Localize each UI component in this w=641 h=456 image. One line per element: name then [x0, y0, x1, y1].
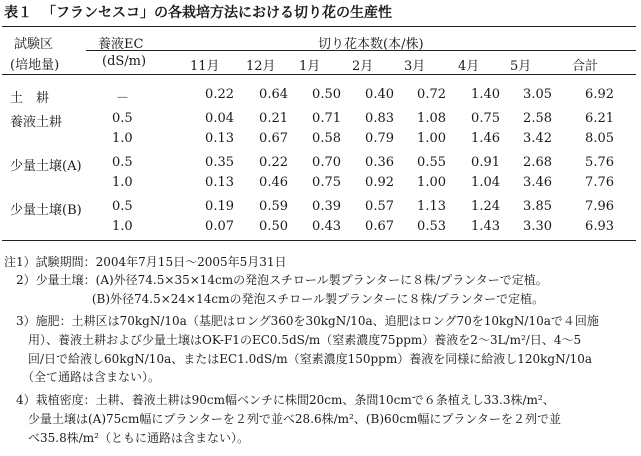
footnote-line: 注1）試験期間：2004年7月15日～2005年5月31日: [4, 255, 287, 269]
value-cell: 1.04: [471, 175, 500, 190]
row-ec: 0.5: [112, 111, 133, 126]
footnote-line: 回/日で給液し60kgN/10a、またはEC1.0dS/m（窒素濃度150ppm）養液を同様に給液し120kgN/10a: [4, 352, 593, 366]
row-ec: 1.0: [112, 175, 133, 190]
row-ec: 0.5: [112, 155, 133, 170]
value-cell: 0.79: [365, 131, 394, 146]
header-group-rule: [86, 50, 636, 51]
value-cell: 0.91: [471, 155, 500, 170]
value-cell: 0.04: [205, 111, 234, 126]
value-cell: 5.76: [585, 155, 614, 170]
value-cell: 1.46: [471, 131, 500, 146]
value-cell: 7.96: [585, 199, 614, 214]
row-ec: 1.0: [112, 219, 133, 234]
month-header: 1月: [299, 59, 321, 74]
row-ec: 1.0: [112, 131, 133, 146]
table-caption: 「フランセスコ」の各栽培方法における切り花の生産性: [42, 5, 392, 21]
header-ec-sub: (dS/m): [102, 54, 147, 69]
header-group-label: 切り花本数(本/株): [318, 37, 424, 52]
value-cell: 1.08: [417, 111, 446, 126]
value-cell: 6.92: [585, 87, 614, 102]
value-cell: 7.76: [585, 175, 614, 190]
row-label: 少量土壌(B): [10, 203, 82, 218]
value-cell: 0.13: [205, 131, 234, 146]
value-cell: 0.70: [312, 155, 341, 170]
value-cell: 0.67: [365, 219, 394, 234]
footnote-line: べ35.8株/m²（ともに通路は含まない）。: [4, 431, 249, 445]
value-cell: 0.83: [365, 111, 394, 126]
value-cell: 0.36: [365, 155, 394, 170]
value-cell: 0.19: [205, 199, 234, 214]
footnote-line: 少量土壌は(A)75cm幅にプランターを２列で並べ28.6株/m²、(B)60cm幅にプランターを２列で並: [4, 412, 561, 426]
row-label: 養液土耕: [10, 115, 63, 130]
footnote-line: 3）施肥：土耕区は70kgN/10a（基肥はロング360を30kgN/10a、追肥はロング70を10kgN/10aで４回施: [4, 314, 599, 328]
footnote-line: 2）少量土壌：(A)外径74.5×35×14cmの発泡スチロール製プランターに８株/プランターで定植。: [4, 273, 548, 287]
value-cell: 0.13: [205, 175, 234, 190]
value-cell: 3.85: [523, 199, 552, 214]
value-cell: 1.24: [471, 199, 500, 214]
value-cell: 0.53: [417, 219, 446, 234]
value-cell: 0.55: [417, 155, 446, 170]
bottom-rule: [2, 240, 636, 241]
value-cell: 0.07: [205, 219, 234, 234]
month-header: 合計: [572, 59, 599, 74]
header-ec-label: 養液EC: [98, 37, 144, 52]
value-cell: 0.64: [259, 87, 288, 102]
value-cell: 0.75: [471, 111, 500, 126]
row-ec: －: [116, 91, 130, 106]
value-cell: 0.46: [259, 175, 288, 190]
value-cell: 0.59: [259, 199, 288, 214]
value-cell: 0.22: [205, 87, 234, 102]
value-cell: 3.42: [523, 131, 552, 146]
value-cell: 3.05: [523, 87, 552, 102]
table-number: 表１: [4, 5, 32, 21]
value-cell: 0.43: [312, 219, 341, 234]
value-cell: 0.40: [365, 87, 394, 102]
value-cell: 0.75: [312, 175, 341, 190]
value-cell: 0.39: [312, 199, 341, 214]
value-cell: 2.58: [523, 111, 552, 126]
value-cell: 3.46: [523, 175, 552, 190]
value-cell: 1.40: [471, 87, 500, 102]
header-bottom-rule: [2, 74, 636, 75]
footnote-line: 用）、養液土耕および少量土壌はOK-F1のEC0.5dS/m（窒素濃度75ppm）養液を2～3L/m²/日、4～5: [4, 333, 582, 347]
value-cell: 1.13: [417, 199, 446, 214]
month-header: 5月: [510, 59, 532, 74]
value-cell: 3.30: [523, 219, 552, 234]
footnote-line: (B)外径74.5×24×14cmの発泡スチロール製プランターに８株/プランターで定植。: [4, 292, 545, 306]
value-cell: 6.21: [585, 111, 614, 126]
value-cell: 1.43: [471, 219, 500, 234]
footnote-line: （全て通路は含まない）。: [4, 370, 161, 384]
row-label: 土 耕: [10, 91, 50, 106]
table-title: [4, 2, 392, 22]
top-rule: [2, 26, 636, 27]
value-cell: 2.68: [523, 155, 552, 170]
value-cell: 0.22: [259, 155, 288, 170]
header-plot-sub: (培地量): [10, 58, 60, 73]
footnote-line: 4）栽植密度：土耕、養液土耕は90cm幅ベンチに株間20cm、条間10cmで６条植えし33.3株/m²、: [4, 393, 555, 407]
value-cell: 8.05: [585, 131, 614, 146]
value-cell: 6.93: [585, 219, 614, 234]
month-header: 12月: [246, 59, 276, 74]
value-cell: 0.71: [312, 111, 341, 126]
month-header: 11月: [190, 59, 220, 74]
value-cell: 0.92: [365, 175, 394, 190]
value-cell: 0.72: [417, 87, 446, 102]
month-header: 2月: [352, 59, 374, 74]
value-cell: 0.67: [259, 131, 288, 146]
value-cell: 0.50: [312, 87, 341, 102]
month-header: 3月: [404, 59, 426, 74]
value-cell: 0.21: [259, 111, 288, 126]
value-cell: 0.58: [312, 131, 341, 146]
value-cell: 0.50: [259, 219, 288, 234]
header-plot-label: 試験区: [14, 37, 54, 52]
value-cell: 1.00: [417, 131, 446, 146]
month-header: 4月: [458, 59, 480, 74]
value-cell: 1.00: [417, 175, 446, 190]
row-label: 少量土壌(A): [10, 159, 82, 174]
row-ec: 0.5: [112, 199, 133, 214]
value-cell: 0.57: [365, 199, 394, 214]
value-cell: 0.35: [205, 155, 234, 170]
